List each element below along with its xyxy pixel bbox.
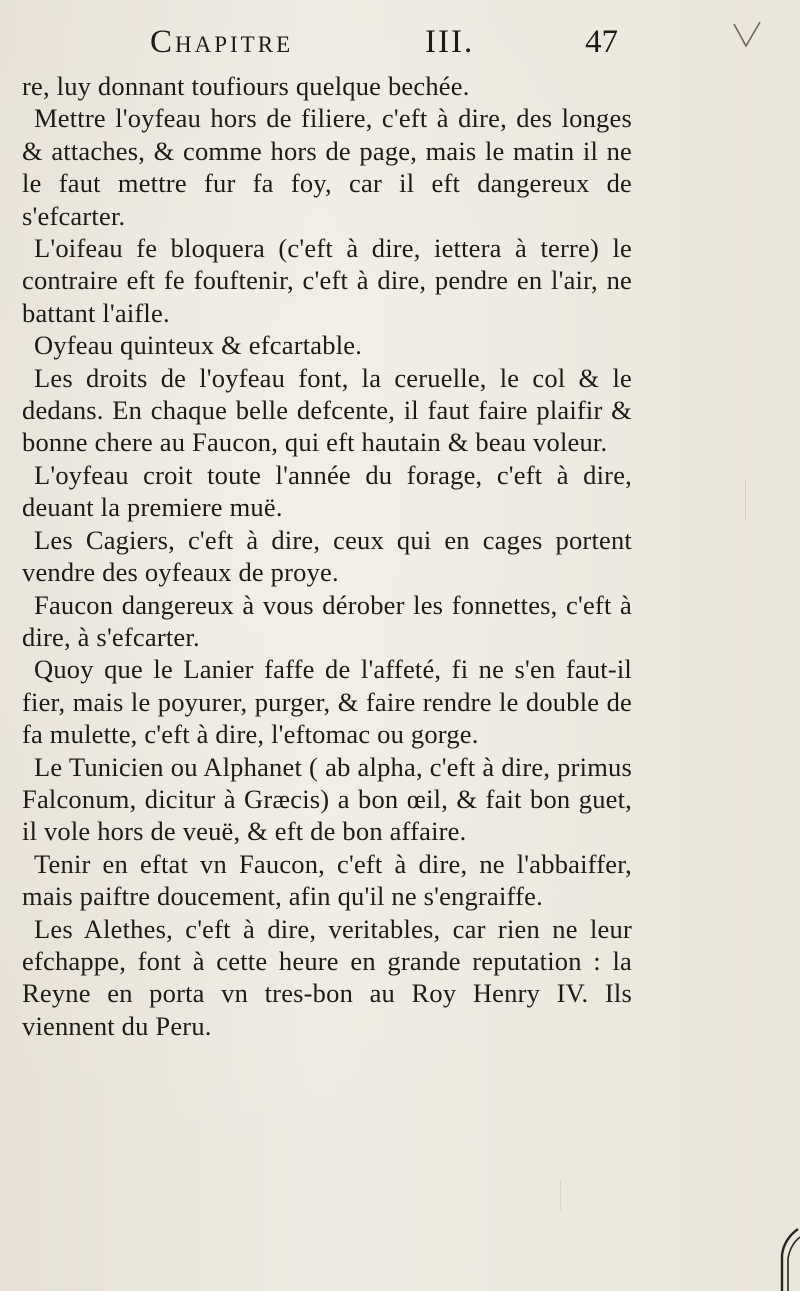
paragraph: re, luy donnant toufiours quelque bechée. — [22, 71, 470, 101]
bleed-through-mark — [560, 1180, 561, 1210]
paragraph: Les Cagiers, c'eft à dire, ceux qui en cages portent vendre des oyfeaux de proye. — [22, 524, 632, 588]
check-mark-icon — [730, 16, 764, 56]
bleed-through-mark — [745, 480, 746, 520]
paragraph: Le Tunicien ou Alphanet ( ab alpha, c'eft à dire, primus Falconum, dicitur à Græcis) a bon œil, & fait bon guet, il vole hors de veuë, & eft de bon affaire. — [22, 751, 632, 847]
corner-ink-mark-icon — [752, 1225, 800, 1291]
chapter-title: Chapitre — [150, 24, 294, 60]
paragraph: L'oyfeau croit toute l'année du forage, c'eft à dire, deuant la premiere muë. — [22, 459, 632, 523]
paragraph: Les droits de l'oyfeau font, la ceruelle, le col & le dedans. En chaque belle defcente, il faut faire plaifir & bonne chere au Faucon, qui eft hautain & beau voleur. — [22, 362, 632, 458]
page-number: 47 — [585, 24, 618, 60]
running-header — [150, 18, 640, 64]
paragraph: Tenir en eftat vn Faucon, c'eft à dire, ne l'abbaiffer, mais paiftre doucement, afin qu'il ne s'engraiffe. — [22, 848, 632, 912]
page-body — [22, 70, 632, 1042]
chapter-number: III. — [425, 24, 475, 60]
paragraph: Les Alethes, c'eft à dire, veritables, car rien ne leur efchappe, font à cette heure en grande reputation : la Reyne en porta vn tres-bon au Roy Henry IV. Ils viennent du Peru. — [22, 913, 632, 1041]
paragraph: Quoy que le Lanier faffe de l'affeté, fi ne s'en faut-il fier, mais le poyurer, purger, & faire rendre le double de fa mulette, c'eft à dire, l'eftomac ou gorge. — [22, 654, 632, 750]
paragraph: Oyfeau quinteux & efcartable. — [34, 330, 363, 361]
paragraph: L'oifeau fe bloquera (c'eft à dire, iettera à terre) le contraire eft fe fouftenir, c'eft à dire, pendre en l'air, ne battant l'aifle. — [22, 233, 632, 328]
paragraph: Mettre l'oyfeau hors de filiere, c'eft à dire, des longes & attaches, & comme hors de page, mais le matin il ne le faut mettre fur fa foy, car il eft dangereux de s'efcarter. — [22, 103, 632, 231]
paragraph: Faucon dangereux à vous dérober les fonnettes, c'eft à dire, à s'efcarter. — [22, 589, 632, 652]
